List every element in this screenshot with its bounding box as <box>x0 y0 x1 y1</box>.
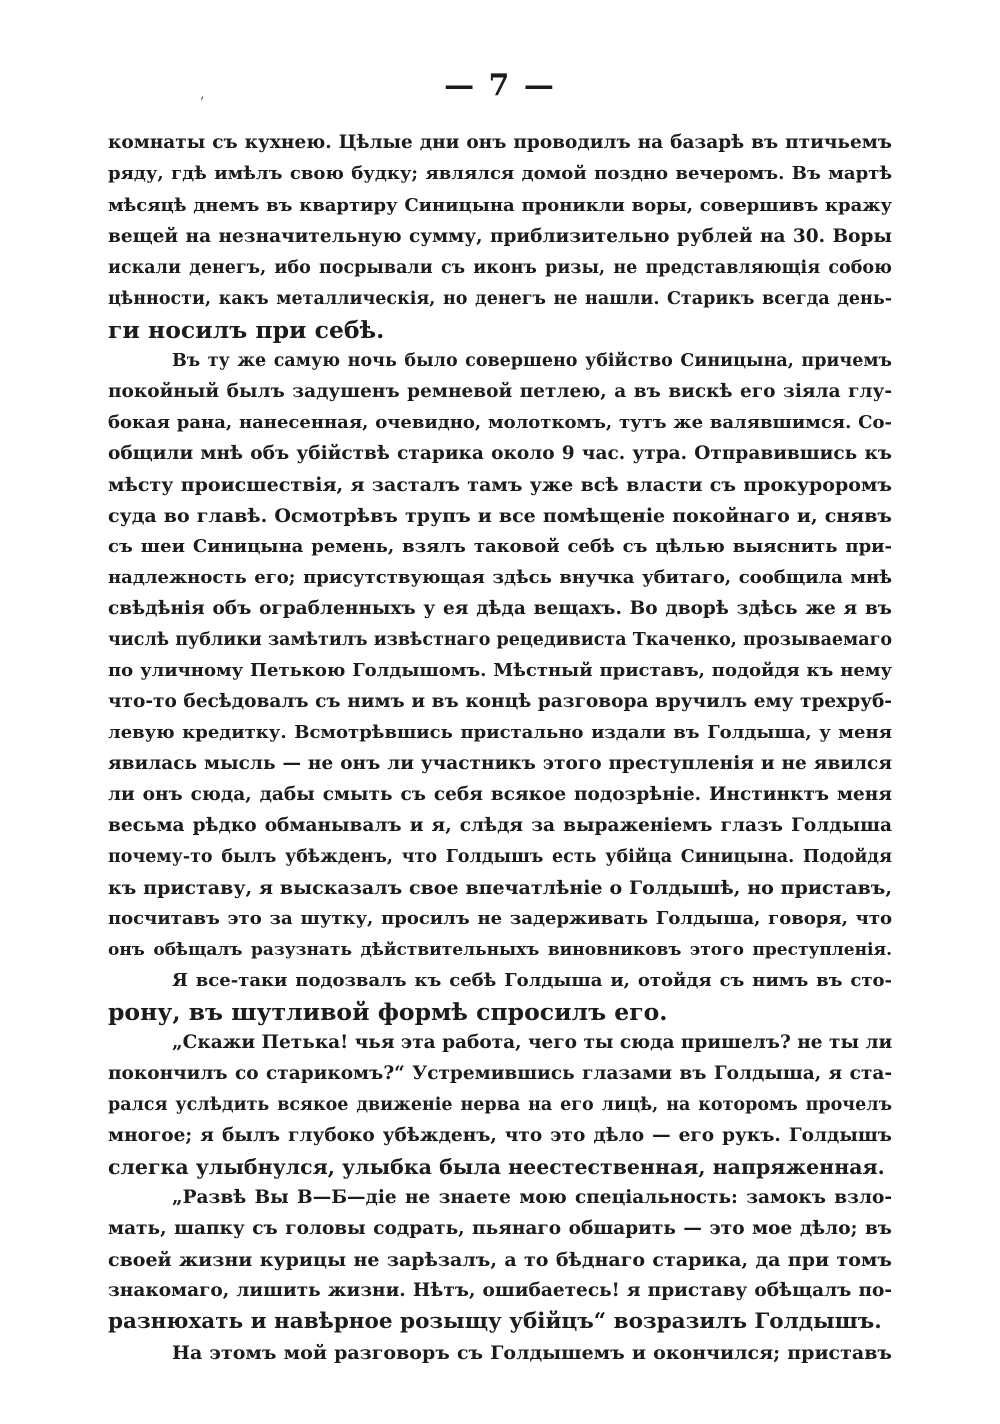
text-line: „Скажи Петька! чья эта работа, чего ты сюда пришелъ? не ты ли <box>172 1032 892 1053</box>
text-line: посчитавъ это за шутку, просилъ не задерживать Голдыша, говоря, что <box>108 908 892 929</box>
text-line: многое; я былъ глубоко убѣжденъ, что это дѣло — его рукъ. Голдышъ <box>108 1125 892 1146</box>
text-line: онъ обѣщалъ разузнать дѣйствительныхъ виновниковъ этого преступленія. <box>108 940 892 960</box>
text-line: цѣнности, какъ металлическія, но денегъ не нашли. Старикъ всегда день- <box>108 289 892 309</box>
text-line: Въ ту же самую ночь было совершено убійство Синицына, причемъ <box>172 351 892 371</box>
text-line: рался услѣдить всякое движеніе нерва на его лицѣ, на которомъ прочелъ <box>108 1095 892 1115</box>
text-line: къ приставу, я высказалъ свое впечатлѣніе о Голдышѣ, но приставъ, <box>108 877 892 899</box>
text-line: покойный былъ задушенъ ремневой петлею, а въ вискѣ его зіяла глу- <box>108 381 892 402</box>
text-line: слегка улыбнулся, улыбка была неестественная, напряженная. <box>108 1155 885 1179</box>
text-line: рону, въ шутливой формѣ спросилъ его. <box>108 998 668 1026</box>
text-line: комнаты съ кухнею. Цѣлые дни онъ проводилъ на базарѣ въ птичьемъ <box>108 132 892 153</box>
stray-mark: ‚ <box>200 86 205 102</box>
text-line: мѣсту происшествія, я засталъ тамъ уже всѣ власти съ прокуроромъ <box>108 474 892 496</box>
text-line: что-то бесѣдовалъ съ нимъ и въ концѣ разговора вручилъ ему трехруб- <box>108 691 892 712</box>
text-line: разнюхать и навѣрное розыщу убійцъ“ возразилъ Голдышъ. <box>108 1309 882 1334</box>
text-line: Я все-таки подозвалъ къ себѣ Голдыша и, отойдя съ нимъ въ сто- <box>172 970 892 991</box>
text-line: надлежность его; присутствующая здѣсь внучка убитаго, сообщила мнѣ <box>108 567 892 588</box>
text-line: суда во главѣ. Осмотрѣвъ трупъ и все помѣщеніе покойнаго и, снявъ <box>108 505 892 527</box>
text-line: числѣ публики замѣтилъ извѣстнаго рецедивиста Ткаченко, прозываемаго <box>108 630 892 650</box>
page-number: — 7 — <box>444 68 556 103</box>
text-line: мать, шапку съ головы содрать, пьянаго обшарить — это мое дѣло; въ <box>108 1218 892 1239</box>
text-line: бокая рана, нанесенная, очевидно, молоткомъ, тутъ же валявшимся. Со- <box>108 412 892 433</box>
text-line: „Развѣ Вы В—Б—діе не знаете мою спеціальность: замокъ взло- <box>172 1187 892 1208</box>
text-line: знакомаго, лишить жизни. Нѣтъ, ошибаетесь! я приставу обѣщалъ по- <box>108 1280 892 1301</box>
text-line: своей жизни курицы не зарѣзалъ, а то бѣднаго старика, да при томъ <box>108 1249 892 1271</box>
text-line: по уличному Петькою Голдышомъ. Мѣстный приставъ, подойдя къ нему <box>108 660 892 681</box>
text-line: На этомъ мой разговоръ съ Голдышемъ и окончился; приставъ <box>172 1342 892 1364</box>
text-line: левую кредитку. Всмотрѣвшись пристально издали въ Голдыша, у меня <box>108 722 892 743</box>
text-line: явилась мысль — не онъ ли участникъ этого преступленія и не явился <box>108 753 892 774</box>
text-line: почему-то былъ убѣжденъ, что Голдышъ есть убійца Синицына. Подойдя <box>108 847 892 867</box>
text-line: вещей на незначительную сумму, приблизительно рублей на 30. Воры <box>108 226 892 247</box>
text-line: съ шеи Синицына ремень, взялъ таковой себѣ съ цѣлью выяснить при- <box>108 536 892 557</box>
text-line: весьма рѣдко обманывалъ и я, слѣдя за выраженіемъ глазъ Голдыша <box>108 815 892 836</box>
text-line: свѣдѣнія объ ограбленныхъ у ея дѣда вещахъ. Во дворѣ здѣсь же я въ <box>108 598 892 619</box>
text-line: общили мнѣ объ убійствѣ старика около 9 час. утра. Отправившись къ <box>108 443 892 464</box>
text-line: ги носилъ при себѣ. <box>108 316 385 344</box>
text-line: мѣсяцѣ днемъ въ квартиру Синицына проникли воры, совершивъ кражу <box>108 195 892 216</box>
text-line: покончилъ со старикомъ?“ Устремившись глазами въ Голдыша, я ста- <box>108 1063 892 1084</box>
text-line: ли онъ сюда, дабы смыть съ себя всякое подозрѣніе. Инстинктъ меня <box>108 784 892 805</box>
text-line: ряду, гдѣ имѣлъ свою будку; являлся домой поздно вечеромъ. Въ мартѣ <box>108 163 892 184</box>
text-line: искали денегъ, ибо посрывали съ иконъ ризы, не представляющія собою <box>108 258 892 278</box>
